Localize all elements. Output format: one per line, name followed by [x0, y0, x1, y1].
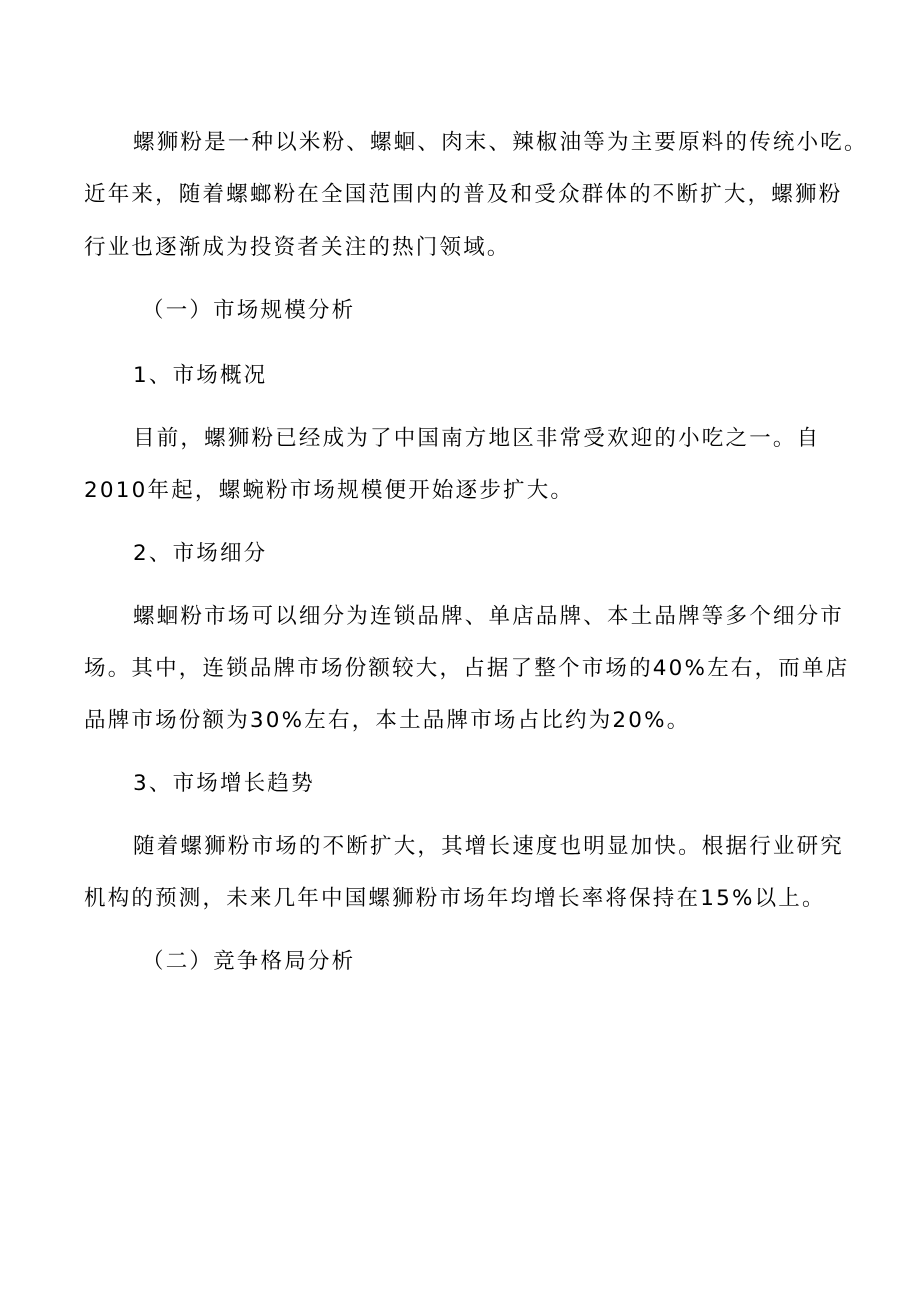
intro-line-2: 近年来，随着螺螂粉在全国范围内的普及和受众群体的不断扩大，螺狮粉 [84, 182, 843, 207]
sub1-heading: 1、市场概况 [133, 363, 268, 388]
sub3-body-line-1: 随着螺狮粉市场的不断扩大，其增长速度也明显加快。根据行业研究 [133, 834, 845, 859]
sub3-heading: 3、市场增长趋势 [133, 771, 315, 796]
section2-heading: （二）竞争格局分析 [142, 949, 356, 974]
sub3-body-line-2: 机构的预测，未来几年中国螺狮粉市场年均增长率将保持在15%以上。 [84, 886, 826, 911]
intro-line-1: 螺狮粉是一种以米粉、螺蛔、肉末、辣椒油等为主要原料的传统小吃。 [133, 130, 868, 155]
sub1-body-line-1: 目前，螺狮粉已经成为了中国南方地区非常受欢迎的小吃之一。自 [133, 426, 821, 451]
sub2-body-line-2: 场。其中，连锁品牌市场份额较大，占据了整个市场的40%左右，而单店 [84, 656, 850, 681]
intro-line-3: 行业也逐渐成为投资者关注的热门领域。 [84, 235, 511, 260]
sub2-heading: 2、市场细分 [133, 541, 268, 566]
section1-heading: （一）市场规模分析 [142, 298, 356, 323]
sub2-body-line-1: 螺蛔粉市场可以细分为连锁品牌、单店品牌、本土品牌等多个细分市 [133, 604, 845, 629]
sub1-body-line-2: 2010年起，螺蜿粉市场规模便开始逐步扩大。 [84, 478, 575, 503]
sub2-body-line-3: 品牌市场份额为30%左右，本土品牌市场占比约为20%。 [84, 708, 691, 733]
